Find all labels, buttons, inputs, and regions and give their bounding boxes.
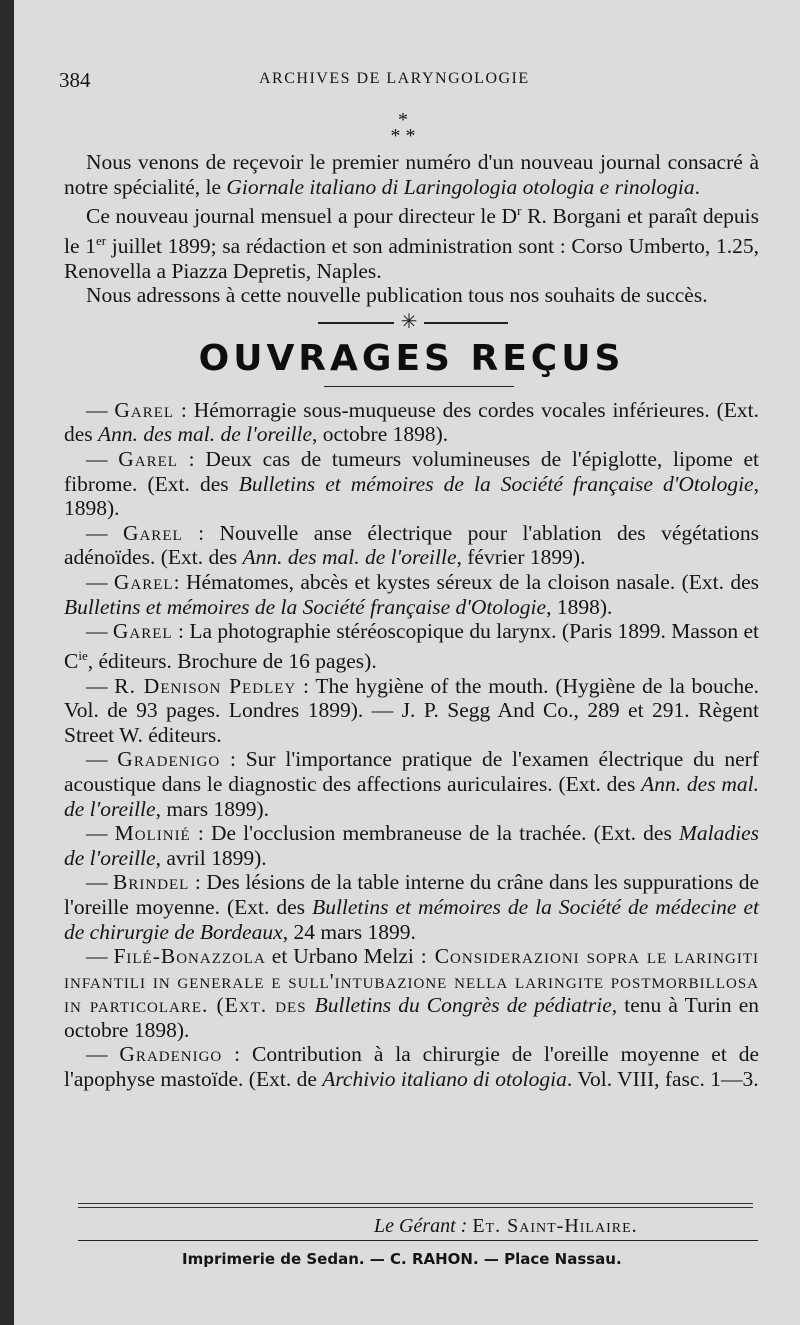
section-rule — [64, 386, 759, 394]
page-body — [64, 150, 759, 1092]
gerant-line — [374, 1215, 638, 1238]
gerant-rule — [78, 1240, 758, 1241]
entry-author: Gradenigo — [119, 1042, 223, 1067]
separator-star-icon: ✳ — [394, 310, 424, 335]
list-item: — Garel : Hémorragie sous-muqueuse des cordes vocales inférieures. (Ext. des Ann. des mal. de l'oreille, octobre 1898). — [64, 397, 759, 447]
intro-paragraph-3: Nous adressons à cette nouvelle publication tous nos souhaits de succès. — [86, 283, 708, 308]
entries-list — [64, 398, 759, 1092]
list-item: — Garel : Nouvelle anse électrique pour l'ablation des végétations adénoïdes. (Ext. des Ann. des mal. de l'oreille, février 1899). — [64, 520, 760, 570]
intro-paragraph-1: Nous venons de reçevoir le premier numéro d'un nouveau journal consacré à notre spécialité, le Giornale italiano di Laringologia otologia e rinologia. — [64, 150, 759, 199]
entry-author: Garel — [114, 397, 175, 422]
intro-paragraph-2: Ce nouveau journal mensuel a pour directeur le $D^r$ R. Borgani et paraît depuis le 1er juillet 1899; sa rédaction et son administration sont : Corso Umberto, 1.25, Renovella a Piazza Depretis, Naples. — [64, 203, 760, 283]
list-item: — Garel : La photographie stéréoscopique du larynx. (Paris 1899. Masson et $C^{ie}$, éditeurs. Brochure de 16 pages). — [64, 619, 759, 673]
asterism — [378, 109, 428, 147]
asterism-bottom: * * — [390, 125, 416, 147]
entry-author: Gradenigo — [117, 747, 221, 772]
entry-author: Garel — [112, 619, 173, 644]
running-title: ARCHIVES DE LARYNGOLOGIE — [259, 70, 530, 87]
page-number: 384 — [59, 68, 91, 92]
entry-author: R. Denison Pedley — [114, 673, 297, 698]
list-item: — Brindel : Des lésions de la table interne du crâne dans les suppurations de l'oreille moyenne. (Ext. des Bulletins et mémoires de la Société de médecine et de chirurgie de Bordeaux, 24 mars 1899. — [64, 870, 759, 944]
list-item: — Gradenigo : Sur l'importance pratique de l'examen électrique du nerf acoustique dans le diagnostic des affections auriculaires. (Ext. des Ann. des mal. de l'oreille, mars 1899). — [64, 747, 759, 821]
page — [14, 0, 800, 1325]
list-item: — Filé-Bonazzola et Urbano Melzi : Considerazioni sopra le laringiti infantili in generale e sull'intubazione nella laringite postmorbillosa in particolare. (Ext. des Bulletins du Congrès de pédiatrie, tenu à Turin en octobre 1898). — [64, 944, 759, 1042]
list-item: — Gradenigo : Contribution à la chirurgie de l'oreille moyenne et de l'apophyse mastoïde. (Ext. de Archivio italiano di otologia. Vol. VIII, fasc. 1—3. — [64, 1042, 760, 1092]
separator-ornament — [64, 312, 759, 332]
list-item: — Garel: Hématomes, abcès et kystes séreux de la cloison nasale. (Ext. des Bulletins et mémoires de la Société française d'Otologie, 1898). — [64, 570, 759, 619]
list-item: — Molinié : De l'occlusion membraneuse de la trachée. (Ext. des Maladies de l'oreille, avril 1899). — [64, 821, 759, 870]
entry-author: Molinié — [114, 821, 191, 846]
gerant-label: Le Gérant : — [374, 1215, 468, 1237]
entry-author: Garel — [122, 520, 183, 545]
entry-author: Filé-Bonazzola — [113, 944, 266, 969]
section-title: OUVRAGES REÇUS — [198, 337, 625, 379]
entry-author: Brindel — [113, 870, 190, 895]
asterism-top: * — [398, 109, 408, 131]
footer-rules — [78, 1203, 753, 1208]
printer-line: Imprimerie de Sedan. — C. RAHON. — Place Nassau. — [182, 1250, 622, 1268]
page-header — [59, 68, 759, 98]
entry-author: Garel — [113, 570, 174, 595]
entry-author: Garel — [118, 447, 178, 472]
list-item: — Garel : Deux cas de tumeurs volumineuses de l'épiglotte, lipome et fibrome. (Ext. des Bulletins et mémoires de la Société française d'Otologie, 1898). — [64, 447, 759, 521]
gerant-name: Et. Saint-Hilaire. — [472, 1215, 638, 1237]
list-item: — R. Denison Pedley : The hygiène of the mouth. (Hygiène de la bouche. Vol. de 93 pages. Londres 1899). — J. P. Segg And Co., 289 et 291. Règent Street W. éditeurs. — [64, 673, 759, 747]
